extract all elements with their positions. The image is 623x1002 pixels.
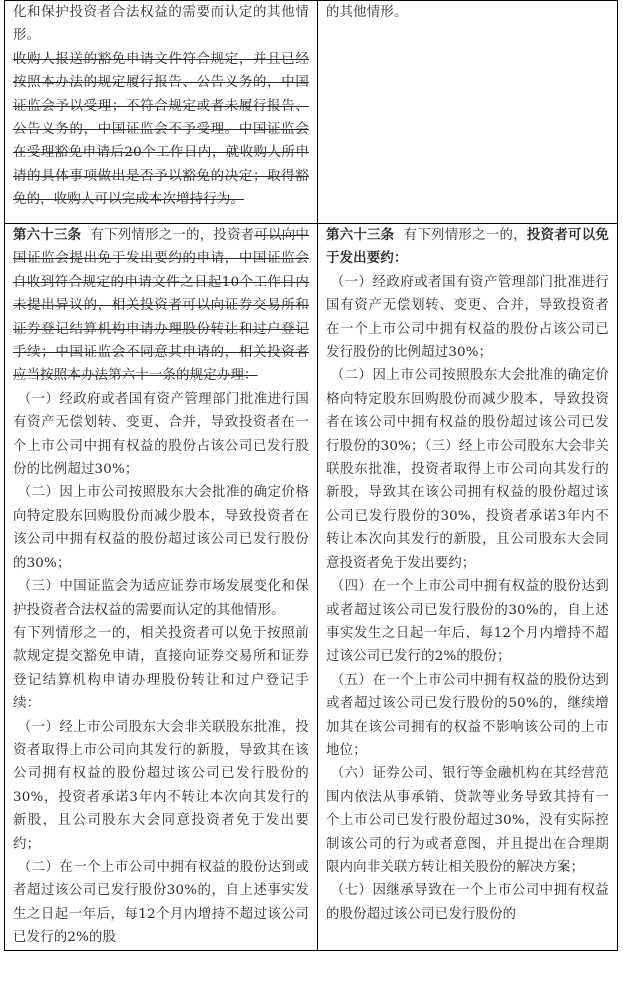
article-paragraph <box>326 224 609 271</box>
list-item: （六）证券公司、银行等金融机构在其经营范围内依法从事承销、贷款等业务导致其持有一个上市公司已发行股份超过30%，没有实际控制该公司的行为或者意图，并且提出在合理期限内向非关联方转让相关股份的解决方案； <box>326 766 609 875</box>
list-item: （一）经政府或者国有资产管理部门批准进行国有资产无偿划转、变更、合并，导致投资者在一个上市公司中拥有权益的股份占该公司已发行股份的比例超过30%； <box>326 274 609 361</box>
list-item: （四）在一个上市公司中拥有权益的股份达到或者超过该公司已发行股份的30%的，自上述事实发生之日起一年后，每12个月内增持不超过该公司已发行的2%的股份； <box>326 579 609 665</box>
article-paragraph <box>13 224 309 388</box>
new-text-cell <box>318 1 618 224</box>
old-text-cell <box>5 1 318 224</box>
intro-text: 有下列情形之一的， <box>403 228 527 243</box>
list-item: （三）中国证监会为适应证券市场发展变化和保护投资者合法权益的需要而认定的其他情形。 <box>13 579 309 618</box>
comparison-table <box>4 0 618 951</box>
deleted-text: 可以向中国证监会提出免于发出要约的申请，中国证监会自收到符合规定的申请文件之日起10个工作日内未提出异议的，相关投资者可以向证券交易所和证券登记结算机构申请办理股份转让和过户登记手续；中国证监会不同意其申请的，相关投资者应当按照本办法第六十一条的规定办理： <box>13 228 310 384</box>
paragraph: 有下列情形之一的，相关投资者可以免于按照前款规定提交豁免申请，直接向证券交易所和证券登记结算机构申请办理股份转让和过户登记手续： <box>13 625 309 712</box>
paragraph: 的其他情形。 <box>326 5 408 20</box>
deleted-paragraph: 收购人报送的豁免申请文件符合规定，并且已经按照本办法的规定履行报告、公告义务的，中国证监会予以受理；不符合规定或者未履行报告、公告义务的，中国证监会不予受理。中国证监会在受理豁免申请后20个工作日内，就收购人所申请的具体事项做出是否予以豁免的决定；取得豁免的，收购人可以完成本次增持行为。 <box>13 51 309 208</box>
list-item: （七）因继承导致在一个上市公司中拥有权益的股份超过该公司已发行股份的 <box>326 883 609 922</box>
table-row <box>5 1 618 224</box>
intro-text: 有下列情形之一的，投资者 <box>90 228 255 243</box>
list-item: （二）在一个上市公司中拥有权益的股份达到或者超过该公司已发行股份30%的，自上述事实发生之日起一年后，每12个月内增持不超过该公司已发行的2%的股 <box>13 859 309 946</box>
paragraph: 化和保护投资者合法权益的需要而认定的其他情形。 <box>13 5 309 44</box>
article-heading: 第六十三条 <box>13 227 82 243</box>
list-item: （一）经政府或者国有资产管理部门批准进行国有资产无偿划转、变更、合并，导致投资者在一个上市公司中拥有权益的股份占该公司已发行股份的比例超过30%； <box>13 391 309 478</box>
list-item: （五）在一个上市公司中拥有权益的股份达到或者超过该公司已发行股份的50%的，继续增加其在该公司拥有的权益不影响该公司的上市地位； <box>326 672 609 758</box>
bold-text: 投资者可以免于发出要约： <box>326 227 610 267</box>
list-item: （二）因上市公司按照股东大会批准的确定价格向特定股东回购股份而减少股本，导致投资者在该公司中拥有权益的股份超过该公司已发行股份的30%； <box>13 485 309 571</box>
old-text-cell <box>5 224 318 951</box>
article-heading: 第六十三条 <box>326 227 395 243</box>
list-item: （二）因上市公司按照股东大会批准的确定价格向特定股东回购股份而减少股本，导致投资者在该公司中拥有权益的股份超过该公司已发行股份的30%；（三）经上市公司股东大会非关联股东批准，投资者取得上市公司向其发行的新股，导致其在该公司拥有权益的股份超过该公司已发行股份的30%，投资者承诺3年内不转让本次向其发行的新股，且公司股东大会同意投资者免于发出要约； <box>326 368 609 571</box>
new-text-cell <box>318 224 618 951</box>
list-item: （一）经上市公司股东大会非关联股东批准，投资者取得上市公司向其发行的新股，导致其在该公司拥有权益的股份超过该公司已发行股份的30%，投资者承诺3年内不转让本次向其发行的新股，且公司股东大会同意投资者免于发出要约； <box>13 719 309 852</box>
table-row <box>5 224 618 951</box>
